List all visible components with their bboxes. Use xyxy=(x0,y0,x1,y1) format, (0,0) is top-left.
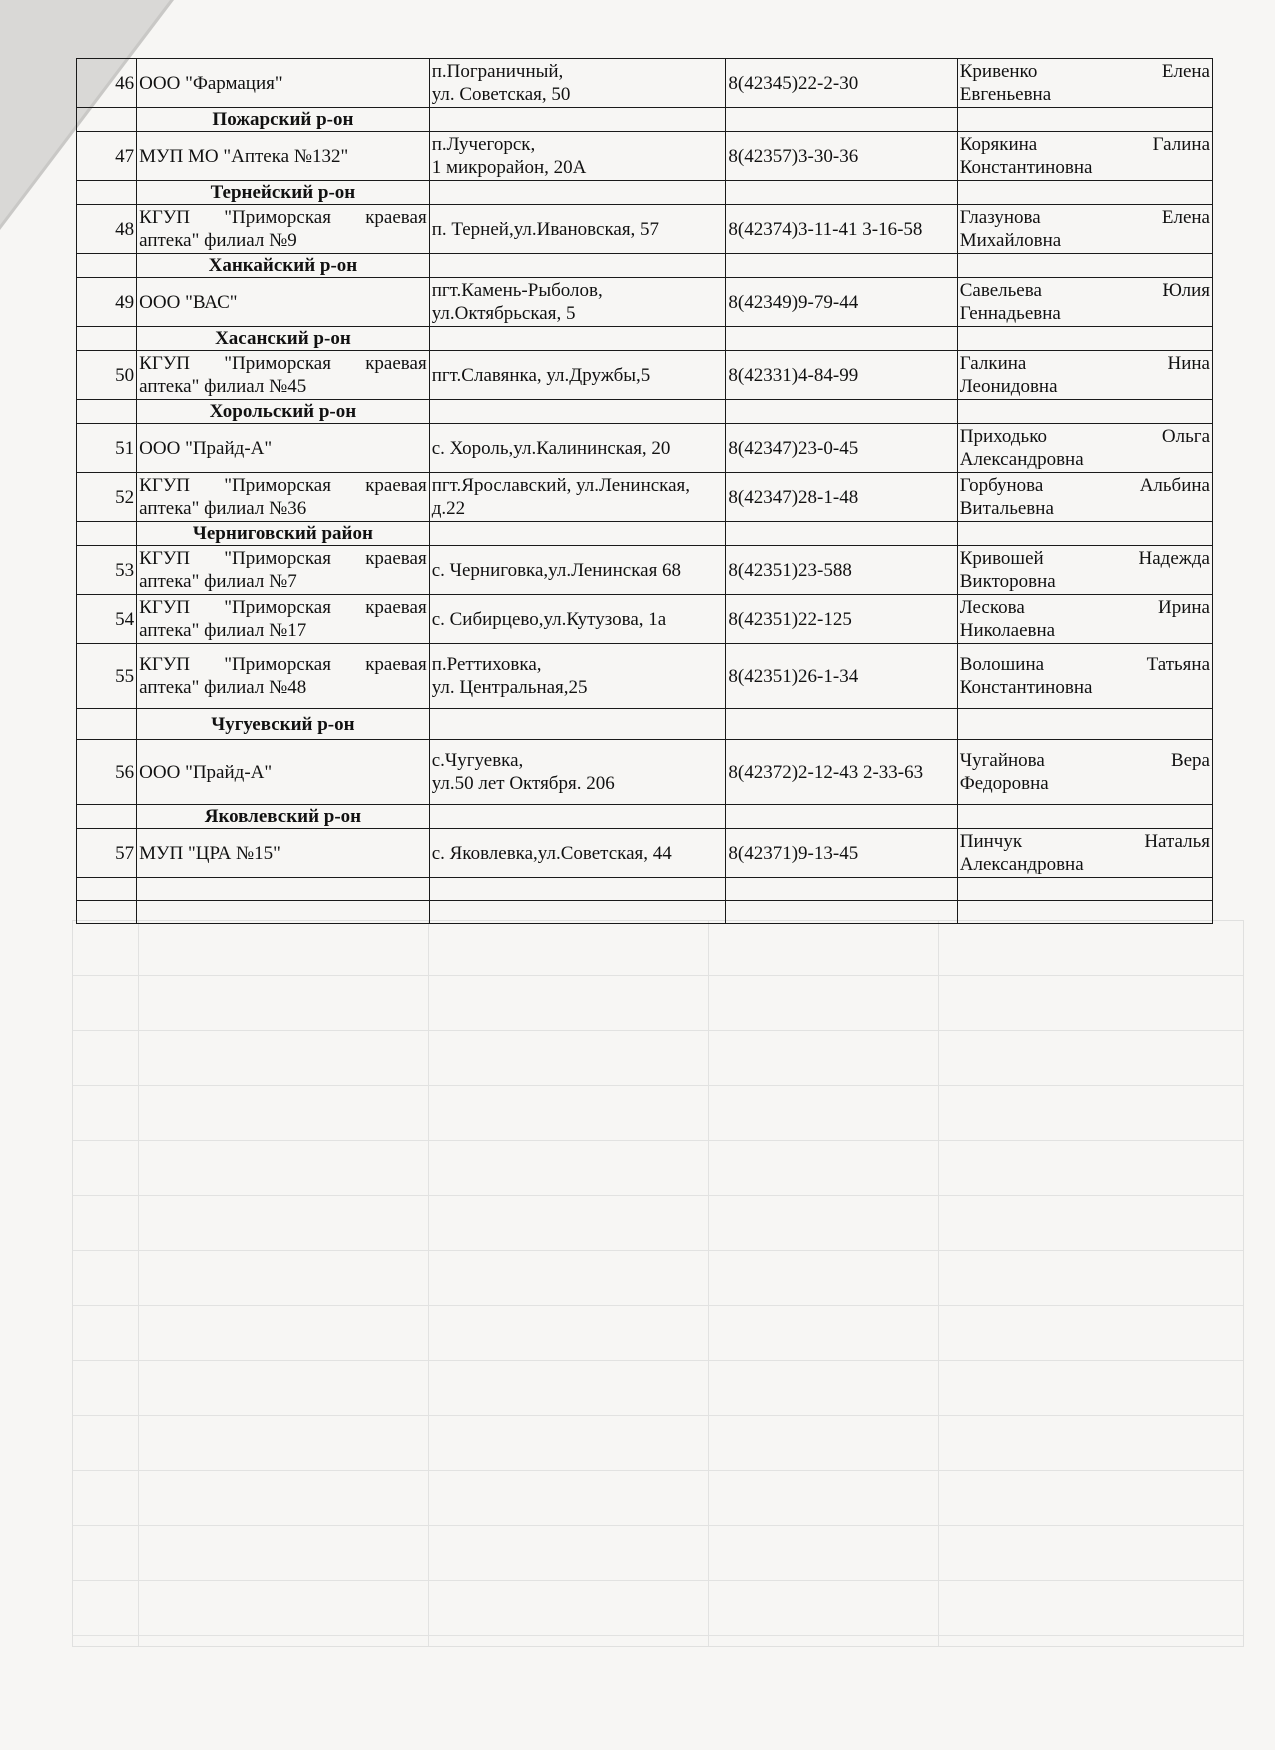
empty-row xyxy=(77,878,1213,901)
organization-name xyxy=(137,595,430,644)
row-number: 57 xyxy=(77,829,137,878)
region-row xyxy=(77,327,1213,351)
empty-cell xyxy=(726,878,957,901)
region-title: Пожарский р-он xyxy=(137,108,430,132)
address-cell xyxy=(429,709,726,740)
address-cell xyxy=(429,400,726,424)
row-number: 48 xyxy=(77,205,137,254)
address xyxy=(429,205,726,254)
person-cell xyxy=(957,327,1212,351)
contact-person xyxy=(957,278,1212,327)
address-cell xyxy=(429,181,726,205)
address xyxy=(429,740,726,805)
row-number: 47 xyxy=(77,132,137,181)
cell-line: Александровна xyxy=(959,449,1084,470)
address-cell xyxy=(429,805,726,829)
cell-line: аптека" филиал №36 xyxy=(139,498,307,519)
person-cell xyxy=(957,805,1212,829)
phone-cell xyxy=(726,181,957,205)
cell-line: Лескова Ирина xyxy=(959,597,1210,618)
region-title: Черниговский район xyxy=(137,522,430,546)
phone-cell xyxy=(726,709,957,740)
region-row xyxy=(77,522,1213,546)
num-cell xyxy=(77,805,137,829)
contact-person xyxy=(957,132,1212,181)
region-row xyxy=(77,400,1213,424)
row-number: 52 xyxy=(77,473,137,522)
cell-line: аптека" филиал №48 xyxy=(139,677,307,698)
phone-number: 8(42372)2-12-43 2-33-63 xyxy=(726,740,957,805)
contact-person xyxy=(957,546,1212,595)
phone-cell xyxy=(726,522,957,546)
cell-line: п.Лучегорск, xyxy=(431,134,536,155)
contact-person xyxy=(957,59,1212,108)
region-row xyxy=(77,709,1213,740)
cell-line: 1 микрорайон, 20А xyxy=(431,157,587,178)
cell-line: Константиновна xyxy=(959,677,1093,698)
address xyxy=(429,351,726,400)
row-number: 54 xyxy=(77,595,137,644)
show-through-table xyxy=(72,920,1244,1647)
phone-number: 8(42349)9-79-44 xyxy=(726,278,957,327)
address xyxy=(429,644,726,709)
table-row xyxy=(77,424,1213,473)
address-cell xyxy=(429,254,726,278)
empty-cell xyxy=(77,878,137,901)
region-row xyxy=(77,108,1213,132)
cell-line: Пинчук Наталья xyxy=(959,831,1210,852)
phone-number: 8(42345)22-2-30 xyxy=(726,59,957,108)
cell-line: Михайловна xyxy=(959,230,1062,251)
table-row xyxy=(77,132,1213,181)
table-row xyxy=(77,740,1213,805)
organization-name xyxy=(137,205,430,254)
phone-cell xyxy=(726,254,957,278)
empty-cell xyxy=(137,878,430,901)
cell-line: Федоровна xyxy=(959,773,1049,794)
cell-line: пгт.Ярославский, ул.Ленинская, xyxy=(431,475,691,496)
cell-line: КГУП "Приморская краевая xyxy=(139,207,427,228)
phone-cell xyxy=(726,327,957,351)
cell-line: ул. Центральная,25 xyxy=(431,677,588,698)
cell-line: Леонидовна xyxy=(959,376,1058,397)
cell-line: ООО "Прайд-А" xyxy=(139,761,273,783)
num-cell xyxy=(77,108,137,132)
region-title: Чугуевский р-он xyxy=(137,709,430,740)
table-row xyxy=(77,473,1213,522)
cell-line: д.22 xyxy=(431,498,466,519)
cell-line: Александровна xyxy=(959,854,1084,875)
cell-line: пгт.Камень-Рыболов, xyxy=(431,280,603,301)
contact-person xyxy=(957,595,1212,644)
address xyxy=(429,132,726,181)
empty-cell xyxy=(77,901,137,924)
table-row xyxy=(77,59,1213,108)
cell-line: ул. Советская, 50 xyxy=(431,84,571,105)
region-title: Тернейский р-он xyxy=(137,181,430,205)
contact-person xyxy=(957,740,1212,805)
person-cell xyxy=(957,254,1212,278)
cell-line: МУП "ЦРА №15" xyxy=(139,842,281,864)
empty-cell xyxy=(957,901,1212,924)
contact-person xyxy=(957,829,1212,878)
row-number: 53 xyxy=(77,546,137,595)
contact-person xyxy=(957,424,1212,473)
cell-line: с. Хороль,ул.Калининская, 20 xyxy=(431,437,671,459)
cell-line: Глазунова Елена xyxy=(959,207,1210,228)
num-cell xyxy=(77,400,137,424)
cell-line: Галкина Нина xyxy=(959,353,1210,374)
cell-line: п. Терней,ул.Ивановская, 57 xyxy=(431,218,660,240)
region-title: Ханкайский р-он xyxy=(137,254,430,278)
cell-line: ул.Октябрьская, 5 xyxy=(431,303,576,324)
person-cell xyxy=(957,400,1212,424)
table-row xyxy=(77,278,1213,327)
empty-cell xyxy=(429,878,726,901)
cell-line: пгт.Славянка, ул.Дружбы,5 xyxy=(431,364,651,386)
contact-person xyxy=(957,351,1212,400)
cell-line: Савельева Юлия xyxy=(959,280,1210,301)
phone-number: 8(42351)23-588 xyxy=(726,546,957,595)
cell-line: КГУП "Приморская краевая xyxy=(139,597,427,618)
cell-line: Горбунова Альбина xyxy=(959,475,1210,496)
table-row xyxy=(77,595,1213,644)
cell-line: аптека" филиал №17 xyxy=(139,620,307,641)
pharmacy-table xyxy=(76,58,1213,924)
phone-number: 8(42357)3-30-36 xyxy=(726,132,957,181)
organization-name xyxy=(137,740,430,805)
cell-line: Приходько Ольга xyxy=(959,426,1210,447)
cell-line: с. Черниговка,ул.Ленинская 68 xyxy=(431,559,682,581)
phone-number: 8(42374)3-11-41 3-16-58 xyxy=(726,205,957,254)
phone-number: 8(42371)9-13-45 xyxy=(726,829,957,878)
cell-line: аптека" филиал №45 xyxy=(139,376,307,397)
cell-line: Корякина Галина xyxy=(959,134,1210,155)
cell-line: п.Пограничный, xyxy=(431,61,564,82)
cell-line: КГУП "Приморская краевая xyxy=(139,548,427,569)
person-cell xyxy=(957,522,1212,546)
organization-name xyxy=(137,829,430,878)
row-number: 55 xyxy=(77,644,137,709)
empty-cell xyxy=(957,878,1212,901)
organization-name xyxy=(137,424,430,473)
cell-line: ООО "Прайд-А" xyxy=(139,437,273,459)
num-cell xyxy=(77,522,137,546)
num-cell xyxy=(77,327,137,351)
cell-line: ООО "Фармация" xyxy=(139,72,283,94)
phone-number: 8(42351)26-1-34 xyxy=(726,644,957,709)
phone-number: 8(42351)22-125 xyxy=(726,595,957,644)
empty-cell xyxy=(429,901,726,924)
table-row xyxy=(77,829,1213,878)
cell-line: ул.50 лет Октября. 206 xyxy=(431,773,615,794)
row-number: 51 xyxy=(77,424,137,473)
contact-person xyxy=(957,473,1212,522)
cell-line: Викторовна xyxy=(959,571,1056,592)
address xyxy=(429,595,726,644)
cell-line: КГУП "Приморская краевая xyxy=(139,353,427,374)
address-cell xyxy=(429,327,726,351)
organization-name xyxy=(137,59,430,108)
table-row xyxy=(77,546,1213,595)
phone-number: 8(42347)28-1-48 xyxy=(726,473,957,522)
pharmacy-table-body xyxy=(77,59,1213,924)
person-cell xyxy=(957,181,1212,205)
cell-line: КГУП "Приморская краевая xyxy=(139,475,427,496)
phone-cell xyxy=(726,805,957,829)
table-row xyxy=(77,205,1213,254)
cell-line: Витальевна xyxy=(959,498,1054,519)
phone-cell xyxy=(726,108,957,132)
row-number: 56 xyxy=(77,740,137,805)
person-cell xyxy=(957,108,1212,132)
region-row xyxy=(77,181,1213,205)
region-row xyxy=(77,805,1213,829)
cell-line: Николаевна xyxy=(959,620,1056,641)
table-row xyxy=(77,351,1213,400)
region-title: Яковлевский р-он xyxy=(137,805,430,829)
address xyxy=(429,473,726,522)
phone-number: 8(42331)4-84-99 xyxy=(726,351,957,400)
num-cell xyxy=(77,254,137,278)
contact-person xyxy=(957,205,1212,254)
cell-line: с. Яковлевка,ул.Советская, 44 xyxy=(431,842,672,864)
cell-line: Чугайнова Вера xyxy=(959,750,1210,771)
person-cell xyxy=(957,709,1212,740)
num-cell xyxy=(77,181,137,205)
row-number: 50 xyxy=(77,351,137,400)
empty-cell xyxy=(137,901,430,924)
row-number: 46 xyxy=(77,59,137,108)
address xyxy=(429,424,726,473)
cell-line: Волошина Татьяна xyxy=(959,654,1210,675)
cell-line: Евгеньевна xyxy=(959,84,1052,105)
address xyxy=(429,829,726,878)
cell-line: ООО "ВАС" xyxy=(139,291,238,313)
address xyxy=(429,546,726,595)
cell-line: аптека" филиал №7 xyxy=(139,571,297,592)
num-cell xyxy=(77,709,137,740)
row-number: 49 xyxy=(77,278,137,327)
phone-number: 8(42347)23-0-45 xyxy=(726,424,957,473)
cell-line: Геннадьевна xyxy=(959,303,1061,324)
organization-name xyxy=(137,473,430,522)
cell-line: аптека" филиал №9 xyxy=(139,230,297,251)
cell-line: с.Чугуевка, xyxy=(431,750,524,771)
organization-name xyxy=(137,278,430,327)
cell-line: КГУП "Приморская краевая xyxy=(139,654,427,675)
region-title: Хасанский р-он xyxy=(137,327,430,351)
cell-line: МУП МО "Аптека №132" xyxy=(139,145,349,167)
organization-name xyxy=(137,132,430,181)
phone-cell xyxy=(726,400,957,424)
cell-line: Константиновна xyxy=(959,157,1093,178)
address-cell xyxy=(429,522,726,546)
address-cell xyxy=(429,108,726,132)
region-row xyxy=(77,254,1213,278)
table-row xyxy=(77,644,1213,709)
empty-cell xyxy=(726,901,957,924)
cell-line: п.Реттиховка, xyxy=(431,654,542,675)
address xyxy=(429,278,726,327)
organization-name xyxy=(137,546,430,595)
address xyxy=(429,59,726,108)
region-title: Хорольский р-он xyxy=(137,400,430,424)
organization-name xyxy=(137,644,430,709)
contact-person xyxy=(957,644,1212,709)
organization-name xyxy=(137,351,430,400)
cell-line: с. Сибирцево,ул.Кутузова, 1а xyxy=(431,608,667,630)
cell-line: Кривошей Надежда xyxy=(959,548,1210,569)
cell-line: Кривенко Елена xyxy=(959,61,1210,82)
empty-row xyxy=(77,901,1213,924)
